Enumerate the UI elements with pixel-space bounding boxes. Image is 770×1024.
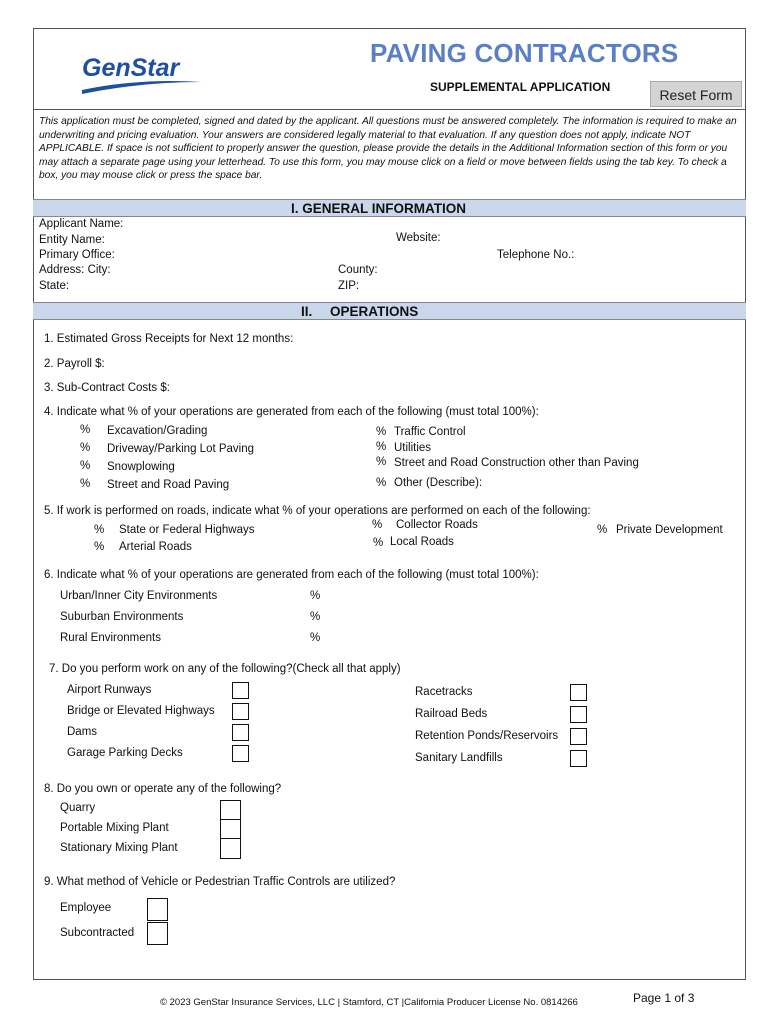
q4-left-item: Excavation/Grading (107, 425, 208, 437)
q6-item: Urban/Inner City Environments (60, 590, 218, 602)
intro-text: This application must be completed, signed and dated by the applicant. All questions must be answered completely. The information is required to make an underwriting and pricing evaluation. Your answers are considered legally material to that evaluation. If any question does not apply, indicate NOT APPLICABLE. If space is not sufficient to properly answer the question, please provide the details in the Additional Information section of this form or you may attach a separate page using your letterhead. To use this form, you may mouse click on a field or move between fields using the tab key. To check a box, you may mouse click or press the space bar. (39, 116, 737, 181)
q9-item: Employee (60, 902, 112, 914)
reset-form-button[interactable]: Reset Form (650, 81, 742, 107)
q4-right-item: Street and Road Construction other than Paving (394, 457, 639, 469)
primary-office-label: Primary Office: (39, 249, 115, 261)
divider (33, 109, 746, 110)
q7-right-item: Retention Ponds/Reservoirs (415, 730, 559, 742)
q7-right-item: Sanitary Landfills (415, 752, 503, 764)
question-7: 7. Do you perform work on any of the following?(Check all that apply) (49, 663, 401, 675)
q7-left-item: Garage Parking Decks (67, 747, 183, 759)
question-1: 1. Estimated Gross Receipts for Next 12 months: (44, 333, 294, 345)
q5-state-federal-highways: State or Federal Highways (119, 524, 255, 536)
pct-sign: % (80, 478, 91, 490)
q4-left-item: Snowplowing (107, 461, 175, 473)
section-bar-general-information (33, 199, 746, 217)
q6-item: Rural Environments (60, 632, 161, 644)
q4-right-item: Utilities (394, 442, 432, 454)
pct-sign: % (376, 477, 387, 489)
pct-sign: % (80, 460, 91, 472)
checkbox-employee[interactable] (147, 898, 168, 921)
pct-sign: % (80, 424, 91, 436)
question-8: 8. Do you own or operate any of the following? (44, 783, 282, 795)
question-6: 6. Indicate what % of your operations are generated from each of the following (must total 100%): (44, 569, 539, 581)
page-number: Page 1 of 3 (633, 991, 695, 1005)
q5-arterial-roads: Arterial Roads (119, 541, 192, 553)
section-bar-operations (33, 302, 746, 320)
section-number: II. (301, 304, 313, 319)
checkbox-retention-ponds[interactable] (570, 728, 587, 745)
section-heading: OPERATIONS (330, 304, 419, 319)
q8-item: Quarry (60, 802, 96, 814)
pct-sign: % (310, 611, 321, 623)
question-3: 3. Sub-Contract Costs $: (44, 382, 170, 394)
footer-copyright: © 2023 GenStar Insurance Services, LLC | Stamford, CT |California Producer License No. 0814266 (160, 997, 578, 1008)
county-label: County: (338, 264, 378, 276)
q7-left-item: Dams (67, 726, 98, 738)
q6-item: Suburban Environments (60, 611, 184, 623)
entity-name-label: Entity Name: (39, 234, 105, 246)
pct-sign: % (94, 524, 105, 536)
checkbox-bridge-elevated-highways[interactable] (232, 703, 249, 720)
q4-left-item: Driveway/Parking Lot Paving (107, 443, 255, 455)
q5-local-roads: Local Roads (390, 536, 454, 548)
question-5: 5. If work is performed on roads, indicate what % of your operations are performed on each of the following: (44, 505, 591, 517)
form-subtitle: SUPPLEMENTAL APPLICATION (430, 80, 611, 94)
pct-sign: % (597, 524, 608, 536)
question-4: 4. Indicate what % of your operations are generated from each of the following (must total 100%): (44, 406, 539, 418)
question-2: 2. Payroll $: (44, 358, 105, 370)
pct-sign: % (376, 441, 387, 453)
pct-sign: % (94, 541, 105, 553)
form-title: PAVING CONTRACTORS (370, 38, 679, 68)
question-9: 9. What method of Vehicle or Pedestrian Traffic Controls are utilized? (44, 876, 396, 888)
checkbox-racetracks[interactable] (570, 684, 587, 701)
pct-sign: % (80, 442, 91, 454)
genstar-logo (80, 48, 205, 98)
checkbox-sanitary-landfills[interactable] (570, 750, 587, 767)
checkbox-quarry[interactable] (220, 800, 241, 820)
address-city-label: Address: City: (39, 264, 111, 276)
q7-left-item: Bridge or Elevated Highways (67, 705, 215, 717)
checkbox-portable-mixing-plant[interactable] (220, 819, 241, 839)
checkbox-garage-parking-decks[interactable] (232, 745, 249, 762)
checkbox-railroad-beds[interactable] (570, 706, 587, 723)
applicant-name-label: Applicant Name: (39, 218, 124, 230)
pct-sign: % (376, 426, 387, 438)
q4-left-item: Street and Road Paving (107, 479, 230, 491)
q5-collector-roads: Collector Roads (396, 519, 478, 531)
q9-item: Subcontracted (60, 927, 135, 939)
q7-right-item: Railroad Beds (415, 708, 488, 720)
q7-right-item: Racetracks (415, 686, 473, 698)
q4-right-item: Traffic Control (394, 426, 466, 438)
checkbox-dams[interactable] (232, 724, 249, 741)
telephone-label: Telephone No.: (497, 249, 575, 261)
pct-sign: % (372, 519, 383, 531)
q7-left-item: Airport Runways (67, 684, 152, 696)
pct-sign: % (373, 537, 384, 549)
website-label: Website: (396, 232, 441, 244)
pct-sign: % (376, 456, 387, 468)
q4-right-item: Other (Describe): (394, 477, 483, 489)
q8-item: Stationary Mixing Plant (60, 842, 178, 854)
state-label: State: (39, 280, 70, 292)
checkbox-subcontracted[interactable] (147, 922, 168, 945)
checkbox-stationary-mixing-plant[interactable] (220, 838, 241, 859)
pct-sign: % (310, 632, 321, 644)
checkbox-airport-runways[interactable] (232, 682, 249, 699)
q8-item: Portable Mixing Plant (60, 822, 169, 834)
logo-text: GenStar (82, 54, 180, 82)
pct-sign: % (310, 590, 321, 602)
q5-private-development: Private Development (616, 524, 723, 536)
section-heading: I. GENERAL INFORMATION (291, 201, 466, 216)
zip-label: ZIP: (338, 280, 360, 292)
